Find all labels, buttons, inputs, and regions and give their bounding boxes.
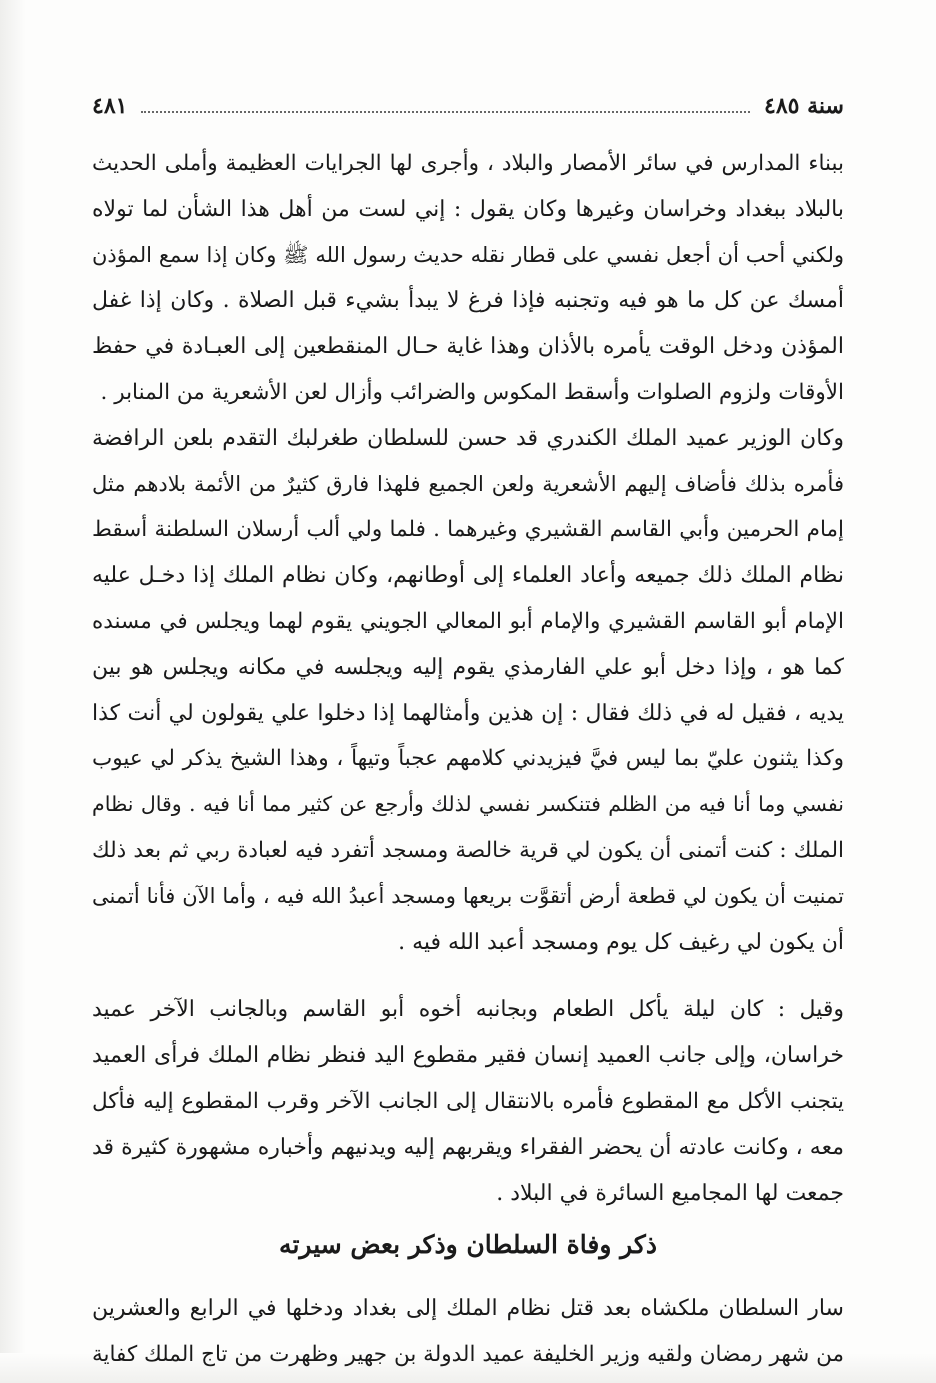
text-line: سار السلطان ملكشاه بعد قتل نظام الملك إلى بغداد ودخلها في الرابع والعشرين (92, 1296, 844, 1322)
text-line: الملك : كنت أتمنى أن يكون لي قرية خالصة ومسجد أتفرد فيه لعبادة ربي ثم بعد ذلك (92, 837, 844, 863)
heading-gap (92, 1274, 844, 1286)
text-line: أمسك عن كل ما هو فيه وتجنبه فإذا فرغ لا يبدأ بشيء قبل الصلاة . وكان إذا غفل (92, 288, 844, 314)
text-line: ببناء المدارس في سائر الأمصار والبلاد ، وأجرى لها الجرايات العظيمة وأملى الحديث (92, 151, 844, 176)
header-year: سنة ٤٨٥ (764, 93, 844, 119)
text-line: نفسي وما أنا فيه من الظلم فتنكسر نفسي لذلك وأرجع عن كثير مما أنا فيه . وقال نظام (92, 792, 844, 817)
section-heading: ذكر وفاة السلطان وذكر بعض سيرته (279, 1230, 657, 1260)
paragraph-3 (92, 1286, 844, 1378)
page-number: ٤٨١ (92, 93, 128, 119)
text-line: خراسان، وإلى جانب العميد إنسان فقير مقطوع اليد فنظر نظام الملك فرأى العميد (92, 1043, 844, 1069)
text-line: كما هو ، وإذا دخل أبو علي الفارمذي يقوم إليه ويجلسه في مكانه ويجلس هو بين (92, 654, 844, 680)
text-line: وقيل : كان ليلة يأكل الطعام وبجانبه أخوه أبو القاسم وبالجانب الآخر عميد (92, 997, 844, 1023)
text-line: جمعت لها المجاميع السائرة في البلاد . (496, 1180, 844, 1206)
text-line: الإمام أبو القاسم القشيري والإمام أبو المعالي الجويني يقوم لهما ويجلس في مسنده (92, 608, 844, 634)
text-line: فأمره بذلك فأضاف إليهم الأشعرية ولعن الجميع فلهذا فارق كثيرٌ من الأئمة بلادهم مثل (92, 471, 844, 496)
text-line: معه ، وكانت عادته أن يحضر الفقراء ويقربهم إليه ويدنيهم وأخباره مشهورة كثيرة قد (92, 1134, 844, 1160)
paragraph-1 (92, 141, 844, 965)
text-line: يتجنب الأكل مع المقطوع فأمره بالانتقال إلى الجانب الآخر وقرب المقطوع إليه فأكل (92, 1088, 844, 1114)
text-line: يديه ، فقيل له في ذلك فقال : إن هذين وأمثالهما إذا دخلوا علي يقولون لي أنت كذا (92, 700, 844, 726)
text-line: الأوقات ولزوم الصلوات وأسقط المكوس والضرائب وأزال لعن الأشعرية من المنابر . (100, 379, 844, 405)
text-line: بالبلاد ببغداد وخراسان وغيرها وكان يقول : إني لست من أهل هذا الشأن لما تولاه (92, 196, 844, 222)
text-line: تمنيت أن يكون لي قطعة أرض أتقوَّت بريعها ومسجد أعبدُ الله فيه ، وأما الآن فأنا أتمنى (92, 883, 844, 908)
text-line: إمام الحرمين وأبي القاسم القشيري وغيرهما . فلما ولي ألب أرسلان السلطنة أسقط (92, 517, 844, 543)
text-line: أن يكون لي رغيف كل يوم ومسجد أعبد الله فيه . (398, 929, 844, 955)
text-line: وكان الوزير عميد الملك الكندري قد حسن للسلطان طغرلبك التقدم بلعن الرافضة (92, 425, 844, 451)
text-line: نظام الملك ذلك جميعه وأعاد العلماء إلى أوطانهم، وكان نظام الملك إذا دخـل عليه (92, 563, 844, 589)
paragraph-2 (92, 987, 844, 1216)
text-line: المؤذن ودخل الوقت يأمره بالأذان وهذا غاية حـال المنقطعين إلى العبـادة في حفظ (92, 334, 844, 360)
paragraph-gap (92, 965, 844, 987)
text-line: وكذا يثنون عليّ بما ليس فيَّ فيزيدني كلامهم عجباً وتيهاً ، وهذا الشيخ يذكر لي عيوب (92, 746, 844, 772)
header-leader-dots (141, 111, 750, 113)
running-header (92, 88, 844, 124)
text-line: من شهر رمضان ولقيه وزير الخليفة عميد الدولة بن جهير وظهرت من تاج الملك كفاية (92, 1342, 844, 1368)
body-text (92, 141, 844, 1378)
scan-shadow-left (0, 0, 26, 1383)
text-line: ولكني أحب أن أجعل نفسي على قطار نقله حديث رسول الله ﷺ وكان إذا سمع المؤذن (92, 242, 844, 267)
